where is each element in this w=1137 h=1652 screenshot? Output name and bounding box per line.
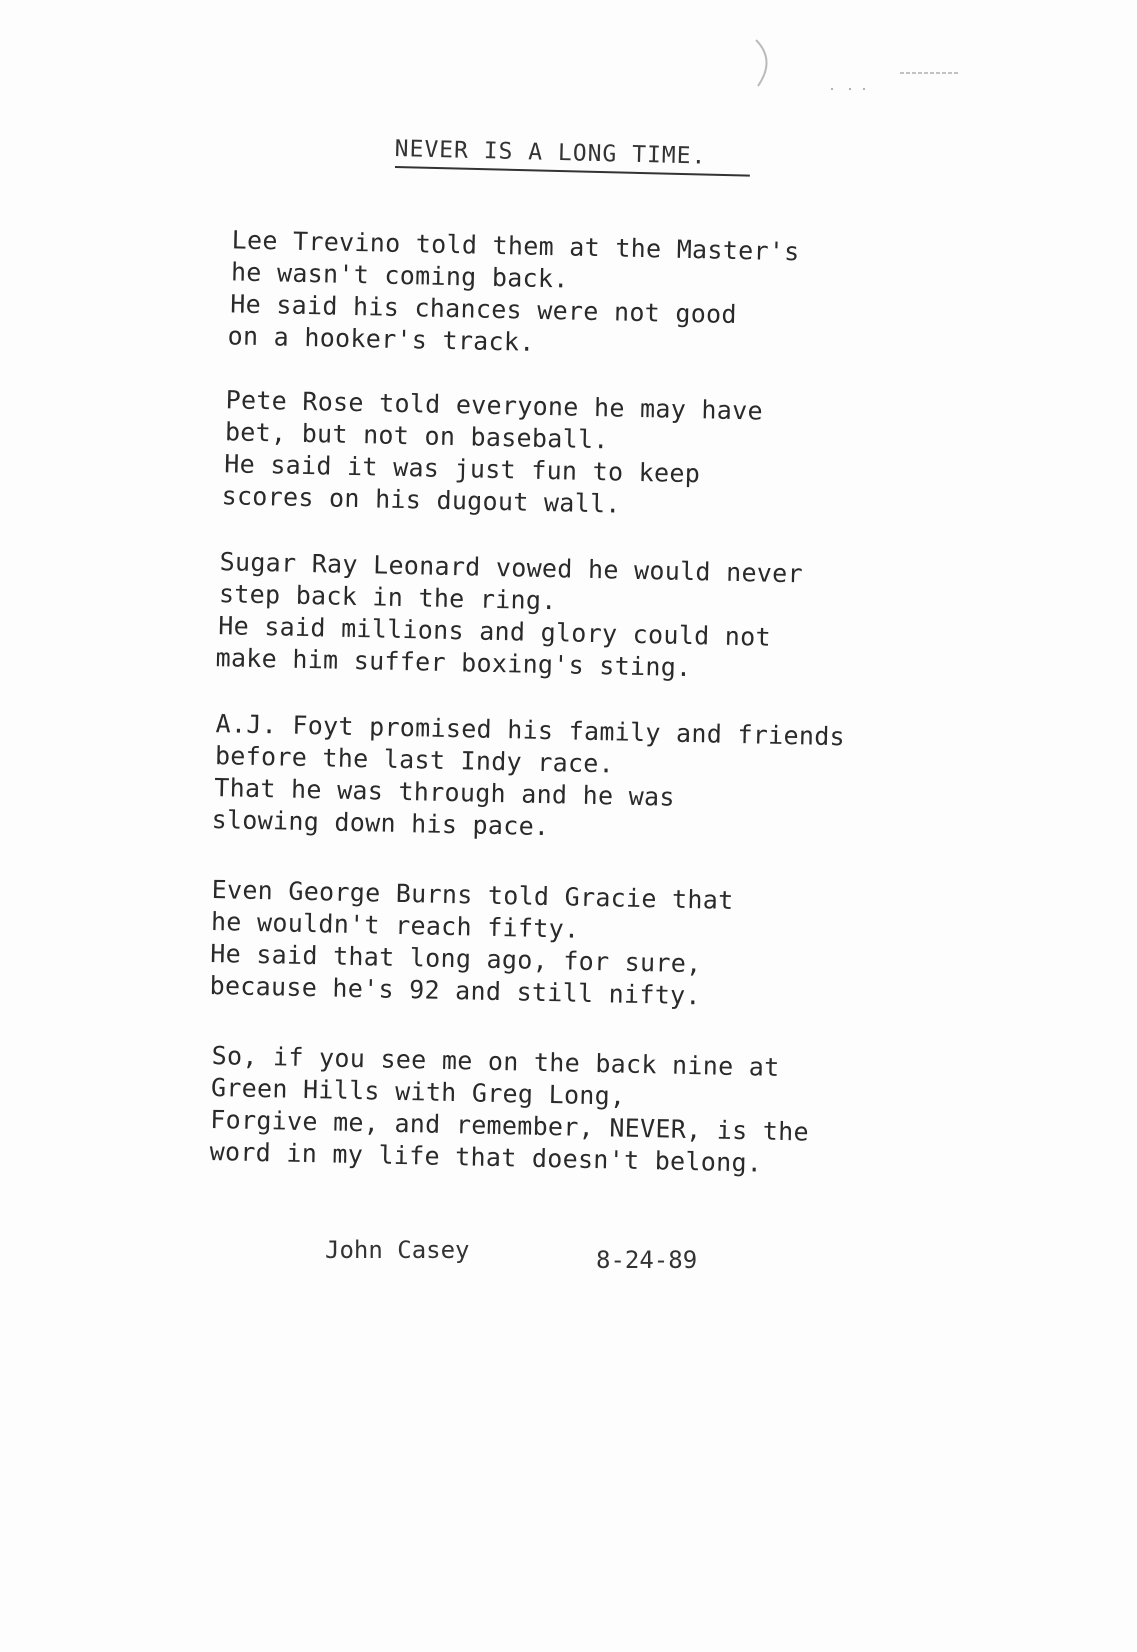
stanza-5-line-3: He said that long ago, for sure, bbox=[210, 938, 702, 979]
stanza-2 bbox=[209, 384, 952, 527]
stanza-2-line-2: bet, but not on baseball. bbox=[224, 417, 610, 455]
poem-title: NEVER IS A LONG TIME. bbox=[394, 136, 707, 170]
stanza-2-line-3: He said it was just fun to keep bbox=[224, 449, 701, 489]
stanza-1-line-1: Lee Trevino told them at the Master's bbox=[231, 225, 800, 267]
stanza-6-line-3: Forgive me, and remember, NEVER, is the bbox=[210, 1104, 810, 1147]
stanza-6-line-2: Green Hills with Greg Long, bbox=[210, 1072, 626, 1111]
stanza-3-line-4: make him suffer boxing's sting. bbox=[215, 643, 692, 683]
stanza-4-line-2: before the last Indy race. bbox=[214, 741, 615, 779]
stanza-1 bbox=[209, 224, 952, 367]
stanza-6-line-4: word in my life that doesn't belong. bbox=[209, 1136, 763, 1178]
stanza-3-line-3: He said millions and glory could not bbox=[218, 611, 772, 652]
author-signature: John Casey bbox=[325, 1236, 470, 1264]
stanza-1-line-4: on a hooker's track. bbox=[227, 321, 535, 357]
stanza-5-line-1: Even George Burns told Gracie that bbox=[211, 874, 734, 915]
stanza-3-line-2: step back in the ring. bbox=[218, 579, 557, 616]
stanza-4 bbox=[209, 708, 952, 851]
stanza-4-line-1: A.J. Foyt promised his family and friends bbox=[215, 709, 846, 752]
scan-mark-dash bbox=[900, 72, 960, 74]
stanza-1-line-2: he wasn't coming back. bbox=[230, 257, 569, 294]
stanza-4-line-3: That he was through and he was bbox=[214, 773, 676, 812]
scan-mark-arc bbox=[752, 38, 778, 88]
stanza-2-line-4: scores on his dugout wall. bbox=[221, 481, 622, 519]
stanza-3 bbox=[209, 546, 952, 689]
stanza-5-line-4: because he's 92 and still nifty. bbox=[209, 970, 702, 1011]
stanza-5 bbox=[209, 874, 952, 1017]
stanza-2-line-1: Pete Rose told everyone he may have bbox=[225, 385, 764, 426]
poem-date: 8-24-89 bbox=[596, 1246, 698, 1274]
stanza-4-line-4: slowing down his pace. bbox=[211, 805, 550, 842]
scan-mark-dots bbox=[830, 86, 890, 92]
stanza-6 bbox=[209, 1040, 952, 1183]
stanza-5-line-2: he wouldn't reach fifty. bbox=[210, 906, 580, 944]
stanza-1-line-3: He said his chances were not good bbox=[230, 289, 738, 330]
stanza-6-line-1: So, if you see me on the back nine at bbox=[211, 1040, 780, 1082]
stanza-3-line-1: Sugar Ray Leonard vowed he would never bbox=[219, 547, 804, 589]
